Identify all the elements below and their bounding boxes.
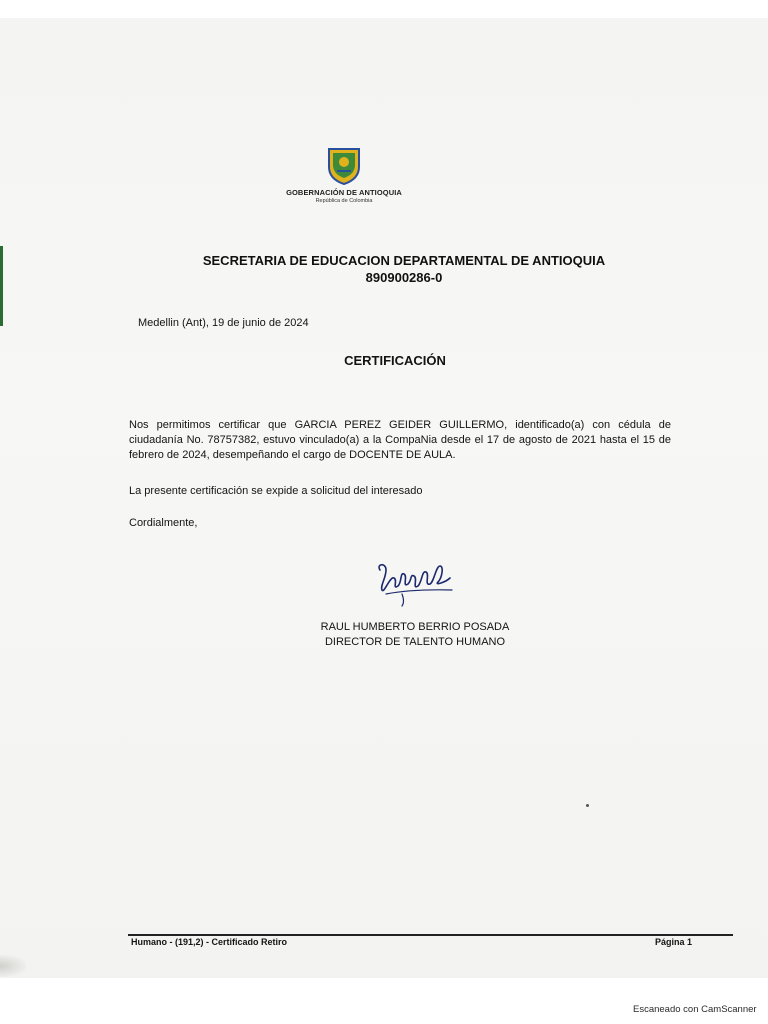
- footer-document-code: Humano - (191,2) - Certificado Retiro: [131, 937, 288, 947]
- letterhead-country: República de Colombia: [315, 198, 373, 204]
- footer-divider: [128, 934, 733, 936]
- scan-smudge: [0, 955, 26, 977]
- letterhead-logo: [270, 145, 418, 204]
- signatory-name: RAUL HUMBERTO BERRIO POSADA: [320, 621, 510, 633]
- certificate-title: CERTIFICACIÓN: [344, 353, 446, 368]
- scan-speck: [586, 804, 589, 807]
- document-heading: [150, 252, 658, 286]
- closing-salutation: Cordialmente,: [129, 517, 198, 529]
- letterhead-organization: GOBERNACIÓN DE ANTIOQUIA: [286, 188, 402, 197]
- certification-paragraph: Nos permitimos certificar que GARCIA PEREZ GEIDER GUILLERMO, identificado(a) con cédula de ciudadanía No. 78757382, estuvo vinculado(a) a la CompaNia desde el 17 de agosto de 2021 hasta el 15 de febrero de 2024, desempeñando el cargo de DOCENTE DE AULA.: [129, 419, 671, 461]
- coat-of-arms-icon: [327, 145, 361, 185]
- footer-page-number: Página 1: [655, 937, 693, 947]
- nit-number: 890900286-0: [365, 270, 443, 285]
- department-title: SECRETARIA DE EDUCACION DEPARTAMENTAL DE ANTIOQUIA: [202, 253, 606, 268]
- scan-edge-mark: [0, 246, 3, 326]
- handwritten-signature: [372, 556, 458, 610]
- date-line: Medellin (Ant), 19 de junio de 2024: [138, 317, 309, 329]
- scanner-watermark: Escaneado con CamScanner: [633, 1004, 757, 1015]
- request-note: La presente certificación se expide a solicitud del interesado: [129, 485, 423, 497]
- signatory-position: DIRECTOR DE TALENTO HUMANO: [324, 636, 506, 648]
- signatory-block: [280, 620, 550, 650]
